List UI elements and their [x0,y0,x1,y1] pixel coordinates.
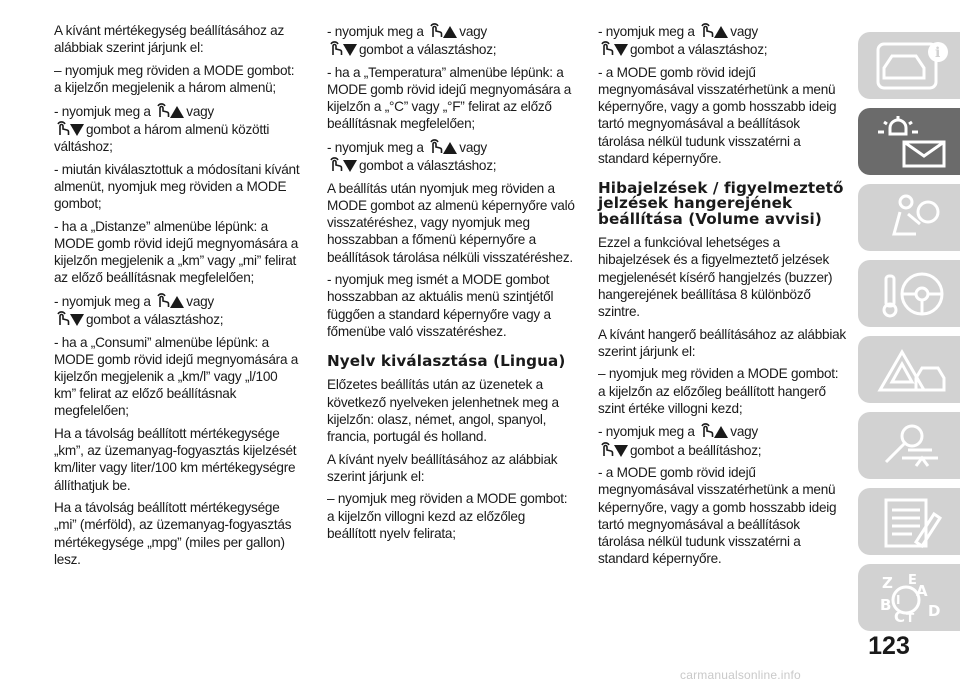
svg-text:i: i [935,45,941,61]
index-letter: Z [882,574,893,592]
instruction-text-pre: - nyomjuk meg a [598,24,699,39]
paragraph: Ha a távolság beállított mértékegysége „km”, az üzemanyag-fogyasztás kijelzését km/liter vagy liter/100 km mértékegységre állíthatjuk be. [54,426,297,493]
tab-warning-lights[interactable] [858,108,960,175]
text-column-2 [327,22,575,547]
instruction-text-post: gombot a választáshoz; [359,158,497,174]
paragraph: Előzetes beállítás után az üzenetek a következő nyelveken jelenhetnek meg a kijelzőn: olasz, német, angol, spanyol, francia, portugál és holland. [327,377,559,445]
instruction-text-mid: vagy [459,24,487,39]
instruction-text-mid: vagy [186,293,214,309]
down-button-icon [600,40,628,56]
button-instruction [598,22,846,58]
instruction-text-mid: vagy [730,24,758,39]
paragraph: A kívánt mértékegység beállításához az alábbiak szerint járjunk el: [54,23,285,56]
alphabetical-index-icon [872,570,952,626]
technical-data-sheet-icon [872,494,952,550]
tab-maintenance[interactable] [858,412,960,479]
index-letter: C [894,608,906,626]
text-column-3 [598,22,846,573]
page-number: 123 [868,632,910,660]
instruction-text-pre: - nyomjuk meg a [54,293,155,309]
airbag-seat-icon [872,190,952,246]
paragraph: - a MODE gomb rövid idejű megnyomásával visszatérhetünk a menü képernyőre, vagy a gomb hosszabb ideig tartó megnyomásával a beállítások tárolása nélkül tudunk visszatérni a standard képernyőre. [598,64,837,166]
instruction-text-post: gombot a három almenü közötti váltáshoz; [54,121,270,154]
tab-starting-driving[interactable] [858,260,960,327]
paragraph: – nyomjuk meg röviden a MODE gombot: a kijelzőn villogni kezd az előzőleg beállított nyelv felirata; [327,491,568,541]
paragraph: A kívánt nyelv beállításához az alábbiak szerint járjunk el: [327,451,558,484]
index-letter: I [896,593,901,607]
up-button-icon [429,138,457,154]
instruction-text-pre: - nyomjuk meg a [327,140,428,155]
button-instruction [54,292,302,328]
down-button-icon [329,40,357,56]
paragraph: - ha a „Distanze” almenübe lépünk: a MODE gomb rövid idejű megnyomására a kijelzőn megjelenik a „km” vagy „mi” felirat az előző beállításnak megfelelően; [54,218,299,286]
index-letter: B [880,596,892,614]
section-heading: Hibajelzések / figyelmeztető jelzések hangerejének beállítása (Volume avvisi) [598,179,844,228]
index-letter: E [908,573,917,588]
paragraph: A kívánt hangerő beállításához az alábbiak szerint járjunk el: [598,326,846,359]
paragraph: - a MODE gomb rövid idejű megnyomásával visszatérhetünk a menü képernyőre, vagy a gomb hosszabb ideig tartó megnyomásával a beállítások tárolása nélkül tudunk visszatérni a standard képernyőre. [598,465,837,567]
instruction-text-post: gombot a választáshoz; [86,312,224,327]
up-button-icon [700,422,728,438]
paragraph: A beállítás után nyomjuk meg röviden a MODE gombot az almenü képernyőre való visszatéréshez, vagy nyomjuk meg hosszabban a főmenü képernyőre a beállítások tárolása nélküli visszatéréshez. [327,180,575,265]
index-letter: D [928,602,941,620]
button-instruction [598,422,846,458]
paragraph: - nyomjuk meg ismét a MODE gombot hosszabban az aktuális menü szintjétől függően a standard képernyőre vagy a főmenübe való visszatéréshez. [327,272,554,339]
instruction-text-pre: - nyomjuk meg a [598,424,699,440]
index-letter: A [916,582,928,600]
paragraph: Ezzel a funkcióval lehetséges a hibajelzések és a figyelmeztető jelzések megjelenését kísérő hangjelzés (buzzer) hangerejének beállítása 8 különböző szintre. [598,235,833,320]
tab-index[interactable] [858,564,960,631]
instruction-text-post: gombot a választáshoz; [359,42,497,58]
instruction-text-mid: vagy [186,103,214,119]
paragraph: – nyomjuk meg röviden a MODE gombot: a kijelzőn megjelenik a három almenü; [54,62,295,95]
up-button-icon [700,22,728,38]
instruction-text-mid: vagy [730,424,758,440]
watermark: carmanualsonline.info [680,668,801,682]
button-instruction [327,22,575,58]
paragraph: - ha a „Consumi” almenübe lépünk: a MODE gomb rövid idejű megnyomására a kijelzőn megjelenik a „km/l” vagy „l/100 km” felirat az előző beállításnak megfelelően; [54,334,299,419]
down-button-icon [56,120,84,136]
down-button-icon [56,310,84,326]
up-button-icon [156,292,184,308]
key-steering-wheel-icon [872,266,952,322]
warning-lights-message-icon [872,114,952,170]
text-column-1 [54,22,302,573]
paragraph: - miután kiválasztottuk a módosítani kívánt almenüt, nyomjuk meg röviden a MODE gombot; [54,161,300,211]
chapter-tabs [858,32,960,640]
up-button-icon [156,102,184,118]
tab-technical-data[interactable] [858,488,960,555]
instruction-text-pre: - nyomjuk meg a [327,24,428,39]
button-instruction [54,102,302,156]
instruction-text-pre: - nyomjuk meg a [54,103,155,119]
paragraph: Ha a távolság beállított mértékegysége „mi” (mérföld), az üzemanyag-fogyasztás mértékegysége „mpg” (miles per gallon) lesz. [54,500,292,567]
button-instruction [327,138,575,174]
down-button-icon [329,156,357,172]
car-info-icon [872,38,952,94]
maintenance-wrench-icon [872,418,952,474]
tab-safety[interactable] [858,184,960,251]
instruction-text-post: gombot a beállításhoz; [630,442,762,458]
instruction-text-mid: vagy [459,140,487,155]
tab-car-info[interactable] [858,32,960,99]
tab-emergency[interactable] [858,336,960,403]
down-button-icon [600,441,628,457]
instruction-text-post: gombot a választáshoz; [630,42,768,58]
paragraph: – nyomjuk meg röviden a MODE gombot: a kijelzőn az előzőleg beállított hangerő szint értéke villogni kezd; [598,366,839,416]
up-button-icon [429,22,457,38]
index-letter: T [906,611,915,625]
roadside-warning-icon [872,342,952,398]
paragraph: - ha a „Temperatura” almenübe lépünk: a MODE gomb rövid idejű megnyomására a kijelzőn a „°C” vagy „°F” felirat az előző beállításnak megfelelően; [327,64,572,132]
section-heading: Nyelv kiválasztása (Lingua) [327,352,566,371]
